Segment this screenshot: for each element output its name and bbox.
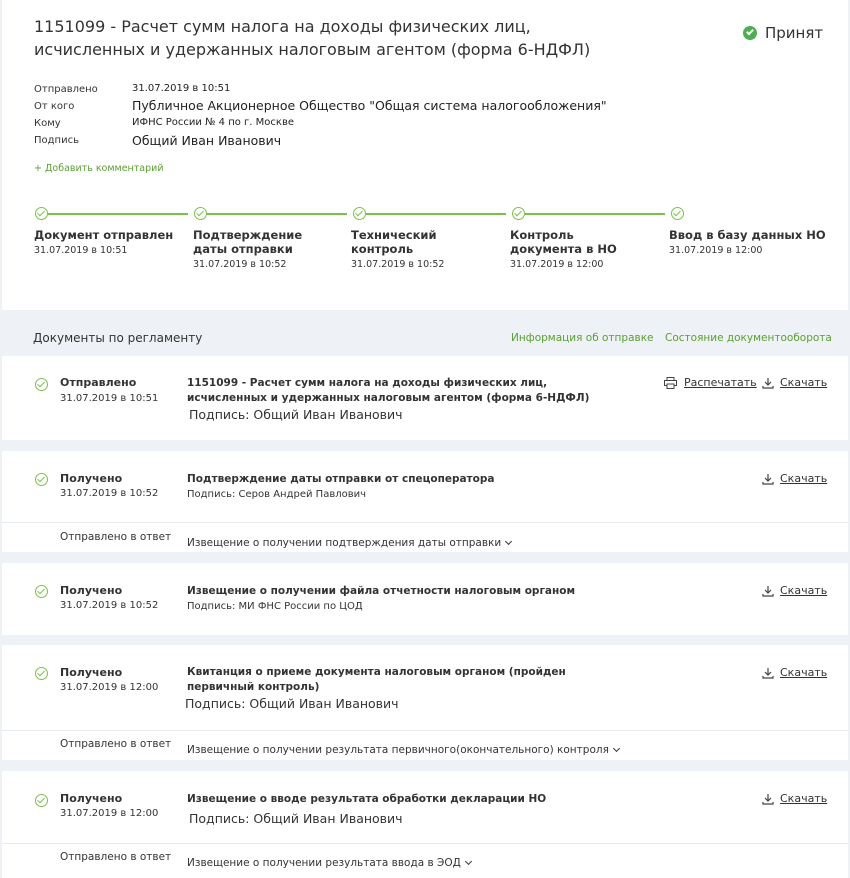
document-row: [2, 645, 848, 760]
page-title: [34, 15, 590, 61]
step-check-icon: [35, 207, 48, 220]
step-check-icon: [512, 207, 525, 220]
reply-dropdown[interactable]: [187, 851, 471, 870]
to-label: Кому: [34, 118, 61, 129]
row-date: 31.07.2019 в 12:00: [60, 808, 159, 819]
divider: [2, 730, 848, 731]
from-value: Публичное Акционерное Общество "Общая система налогообложения": [132, 98, 607, 113]
document-row: [2, 771, 848, 878]
step-title: Технический контроль: [351, 228, 437, 256]
progress-line: [366, 213, 506, 215]
download-button[interactable]: [762, 472, 827, 485]
progress-line: [48, 213, 188, 215]
row-signature: Подпись: Серов Андрей Павлович: [187, 489, 367, 500]
status-check-icon: [35, 378, 48, 391]
sign-value: Общий Иван Иванович: [132, 133, 282, 148]
page-title-line2: исчисленных и удержанных налоговым агентом (форма 6-НДФЛ): [34, 40, 591, 59]
download-label: Скачать: [780, 472, 828, 485]
download-button[interactable]: [762, 792, 827, 805]
download-icon: [762, 585, 774, 597]
progress-line: [525, 213, 665, 215]
step-1: [34, 228, 184, 256]
progress-line: [207, 213, 347, 215]
step-date: 31.07.2019 в 10:52: [351, 259, 445, 270]
document-header-card: [2, 0, 848, 310]
chevron-down-icon: [505, 538, 512, 545]
divider: [2, 522, 848, 523]
row-date: 31.07.2019 в 10:51: [60, 393, 159, 404]
status-check-icon: [35, 794, 48, 807]
download-label: Скачать: [780, 376, 828, 389]
row-title: Извещение о получении файла отчетности налоговым органом: [187, 585, 576, 597]
reply-label: Отправлено в ответ: [60, 738, 172, 750]
row-title: Извещение о вводе результата обработки декларации НО: [187, 793, 547, 805]
to-value: ИФНС России № 4 по г. Москве: [132, 117, 294, 128]
reply-dropdown[interactable]: [187, 531, 511, 550]
row-status: Отправлено: [60, 376, 137, 389]
row-title: Подтверждение даты отправки от спецоператора: [187, 473, 495, 485]
step-title: Подтверждение даты отправки: [193, 228, 303, 256]
row-signature: Подпись: Общий Иван Иванович: [189, 407, 403, 422]
row-signature: Подпись: МИ ФНС России по ЦОД: [187, 601, 363, 612]
row-signature: Подпись: Общий Иван Иванович: [185, 696, 399, 711]
step-date: 31.07.2019 в 10:52: [193, 259, 287, 270]
row-status: Получено: [60, 472, 123, 485]
row-status: Получено: [60, 792, 123, 805]
download-icon: [762, 793, 774, 805]
step-3: [351, 228, 501, 270]
reply-label: Отправлено в ответ: [60, 531, 172, 543]
download-label: Скачать: [780, 666, 828, 679]
row-title-line: Квитанция о приеме документа налоговым органом (пройден: [187, 666, 566, 678]
document-row: [2, 563, 848, 635]
row-title-line: первичный контроль): [187, 681, 320, 693]
status-text: Принят: [765, 24, 824, 42]
workflow-state-link[interactable]: Состояние документооборота: [665, 332, 832, 344]
reply-dropdown[interactable]: [187, 738, 619, 757]
row-title-line: исчисленных и удержанных налоговым агентом (форма 6-НДФЛ): [187, 392, 590, 404]
check-circle-icon: [743, 26, 757, 40]
download-label: Скачать: [780, 584, 828, 597]
step-check-icon: [194, 207, 207, 220]
download-icon: [762, 473, 774, 485]
step-title: Документ отправлен: [34, 228, 174, 242]
download-label: Скачать: [780, 792, 828, 805]
row-date: 31.07.2019 в 12:00: [60, 682, 159, 693]
download-button[interactable]: [762, 376, 827, 389]
divider: [2, 843, 848, 844]
sign-label: Подпись: [34, 135, 79, 146]
row-date: 31.07.2019 в 10:52: [60, 600, 159, 611]
row-title: [187, 665, 647, 695]
send-info-link[interactable]: Информация об отправке: [511, 332, 654, 344]
download-button[interactable]: [762, 666, 827, 679]
sent-label: Отправлено: [34, 84, 98, 95]
step-date: 31.07.2019 в 12:00: [669, 245, 763, 256]
page-title-line1: 1151099 - Расчет сумм налога на доходы физических лиц,: [34, 17, 531, 36]
row-title-line: 1151099 - Расчет сумм налога на доходы физических лиц,: [187, 377, 548, 389]
section-title: Документы по регламенту: [33, 331, 203, 345]
status-check-icon: [35, 473, 48, 486]
sent-value: 31.07.2019 в 10:51: [132, 83, 231, 94]
step-title: Ввод в базу данных НО: [669, 228, 826, 242]
step-date: 31.07.2019 в 12:00: [510, 259, 604, 270]
from-label: От кого: [34, 101, 75, 112]
row-status: Получено: [60, 666, 123, 679]
print-button[interactable]: [664, 376, 757, 389]
print-label: Распечатать: [684, 376, 757, 389]
step-check-icon: [353, 207, 366, 220]
document-row: [2, 451, 848, 552]
reply-value: Извещение о получении подтверждения даты отправки: [187, 537, 502, 549]
step-date: 31.07.2019 в 10:51: [34, 245, 128, 256]
step-4: [510, 228, 645, 270]
step-5: [669, 228, 829, 256]
printer-icon: [664, 377, 677, 389]
download-icon: [762, 377, 774, 389]
status-badge: [743, 24, 823, 42]
download-icon: [762, 667, 774, 679]
row-signature: Подпись: Общий Иван Иванович: [189, 811, 403, 826]
status-check-icon: [35, 667, 48, 680]
document-row: [2, 356, 848, 440]
chevron-down-icon: [465, 858, 472, 865]
download-button[interactable]: [762, 584, 827, 597]
reply-value: Извещение о получении результата ввода в ЭОД: [187, 857, 461, 869]
step-title: Контроль документа в НО: [510, 228, 617, 256]
status-check-icon: [35, 585, 48, 598]
row-title: [187, 376, 647, 406]
reply-label: Отправлено в ответ: [60, 851, 172, 863]
reply-value: Извещение о получении результата первичного(окончательного) контроля: [187, 744, 609, 756]
row-status: Получено: [60, 584, 123, 597]
step-2: [193, 228, 333, 270]
row-date: 31.07.2019 в 10:52: [60, 488, 159, 499]
chevron-down-icon: [613, 745, 620, 752]
add-comment-link[interactable]: + Добавить комментарий: [34, 163, 164, 174]
step-check-icon: [671, 207, 684, 220]
